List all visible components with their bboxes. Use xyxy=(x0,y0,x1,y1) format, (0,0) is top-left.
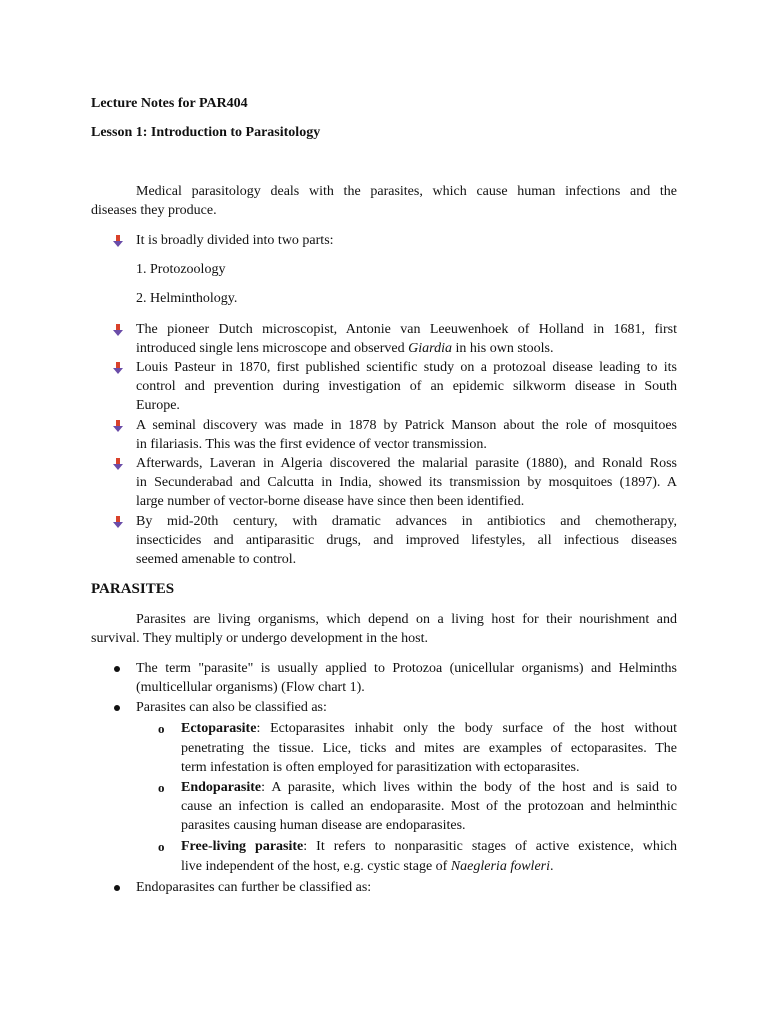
lesson-title: Lesson 1: Introduction to Parasitology xyxy=(91,125,321,140)
mid20-line-2: insecticides and antiparasitic drugs, and improved lifestyles, all infectious diseases xyxy=(136,533,677,548)
pasteur-line-2: control and prevention during investigation of an epidemic silkworm disease in South xyxy=(136,379,677,394)
mid20-line-3: seemed amenable to control. xyxy=(136,552,297,567)
arrow-down-bullet-icon xyxy=(113,516,123,528)
classified-text: Parasites can also be classified as: xyxy=(136,700,327,715)
arrow-down-bullet-icon xyxy=(113,362,123,374)
document-title: Lecture Notes for PAR404 xyxy=(91,96,248,111)
part-helminthology: 2. Helminthology. xyxy=(136,291,238,306)
laveran-line-1: Afterwards, Laveran in Algeria discovered the malarial parasite (1880), and Ronald Ross xyxy=(136,456,677,471)
ecto-line-3: term infestation is often employed for parasitization with ectoparasites. xyxy=(181,760,580,775)
free-line-2: live independent of the host, e.g. cystic stage of Naegleria fowleri. xyxy=(181,859,554,874)
laveran-line-3: large number of vector-borne disease have since then been identified. xyxy=(136,494,525,509)
intro-line-1: Medical parasitology deals with the parasites, which cause human infections and the xyxy=(136,184,677,199)
arrow-down-bullet-icon xyxy=(113,235,123,247)
divided-text: It is broadly divided into two parts: xyxy=(136,233,334,248)
pasteur-line-3: Europe. xyxy=(136,398,180,413)
free-line-1: Free-living parasite: It refers to nonparasitic stages of active existence, which xyxy=(181,839,677,854)
arrow-down-bullet-icon xyxy=(113,324,123,336)
dot-bullet-icon xyxy=(114,705,120,711)
part-protozoology: 1. Protozoology xyxy=(136,262,226,277)
parasites-def-line-2: survival. They multiply or undergo development in the host. xyxy=(91,631,428,646)
manson-line-2: in filariasis. This was the first evidence of vector transmission. xyxy=(136,437,487,452)
pasteur-line-1: Louis Pasteur in 1870, first published scientific study on a protozoal disease leading to its xyxy=(136,360,677,375)
dot-bullet-icon xyxy=(114,885,120,891)
endo-line-2: cause an infection is called an endoparasite. Most of the protozoan and helminthic xyxy=(181,799,677,814)
endo-further-text: Endoparasites can further be classified as: xyxy=(136,880,372,895)
term-line-2: (multicellular organisms) (Flow chart 1). xyxy=(136,680,365,695)
dot-bullet-icon xyxy=(114,666,120,672)
arrow-down-bullet-icon xyxy=(113,420,123,432)
ecto-line-1: Ectoparasite: Ectoparasites inhabit only the body surface of the host without xyxy=(181,721,677,736)
letter-o-bullet-icon: o xyxy=(158,721,165,736)
intro-line-2: diseases they produce. xyxy=(91,203,217,218)
parasites-heading: PARASITES xyxy=(91,581,175,597)
mid20-line-1: By mid-20th century, with dramatic advances in antibiotics and chemotherapy, xyxy=(136,514,677,529)
leeuwenhoek-line-2: introduced single lens microscope and observed Giardia in his own stools. xyxy=(136,341,554,356)
term-line-1: The term "parasite" is usually applied to Protozoa (unicellular organisms) and Helminths xyxy=(136,661,677,676)
laveran-line-2: in Secunderabad and Calcutta in India, showed its transmission by mosquitoes (1897). A xyxy=(136,475,677,490)
parasites-def-line-1: Parasites are living organisms, which depend on a living host for their nourishment and xyxy=(136,612,677,627)
endo-line-3: parasites causing human disease are endoparasites. xyxy=(181,818,466,833)
leeuwenhoek-line-1: The pioneer Dutch microscopist, Antonie van Leeuwenhoek of Holland in 1681, first xyxy=(136,322,677,337)
ecto-line-2: penetrating the tissue. Lice, ticks and mites are examples of ectoparasites. The xyxy=(181,741,677,756)
letter-o-bullet-icon: o xyxy=(158,780,165,795)
manson-line-1: A seminal discovery was made in 1878 by Patrick Manson about the role of mosquitoes xyxy=(136,418,677,433)
letter-o-bullet-icon: o xyxy=(158,839,165,854)
endo-line-1: Endoparasite: A parasite, which lives within the body of the host and is said to xyxy=(181,780,677,795)
arrow-down-bullet-icon xyxy=(113,458,123,470)
